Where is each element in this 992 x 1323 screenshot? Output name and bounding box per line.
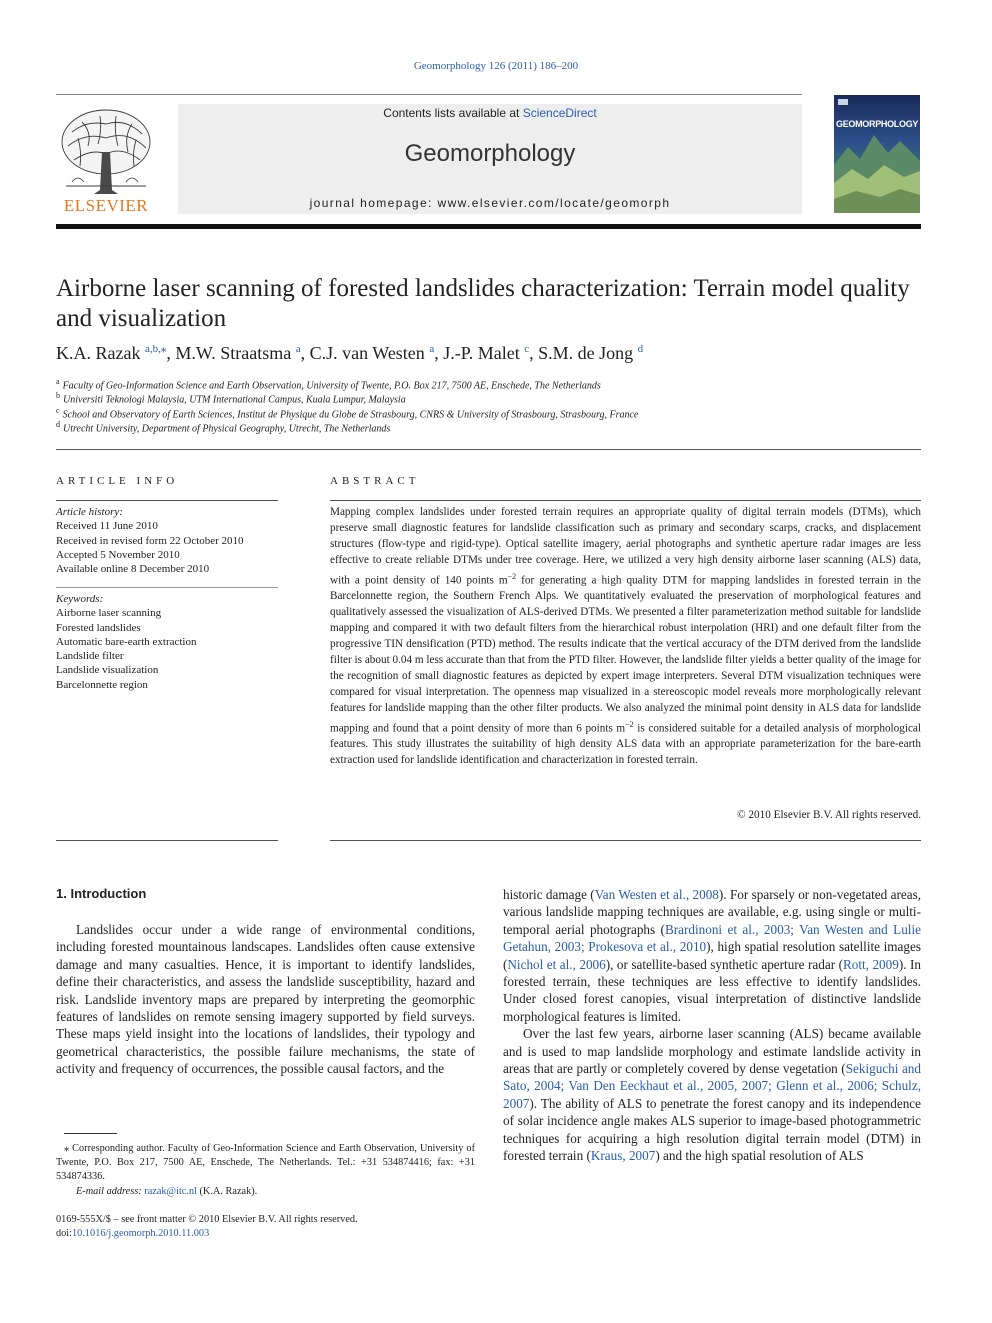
contents-line <box>178 106 802 120</box>
keywords-rule <box>56 587 278 588</box>
body-text-run: ). For sparsely or non-vegetated areas, various landslide mapping techniques are available, e.g. using single or multi-temporal aerial photographs ( <box>503 887 921 937</box>
article-info-rule <box>56 500 278 501</box>
journal-citation[interactable]: Geomorphology 126 (2011) 186–200 <box>413 60 579 72</box>
reference-link[interactable]: Rott, 2009 <box>842 956 899 972</box>
intro-paragraph-als <box>503 1025 921 1164</box>
author-affiliation-marker[interactable]: a,b,⁎ <box>144 343 167 355</box>
cover-title: GEOMORPHOLOGY <box>836 119 919 129</box>
history-revised: Received in revised form 22 October 2010 <box>56 534 244 547</box>
abstract-rule <box>330 500 921 501</box>
author-name[interactable]: M.W. Straatsma <box>175 343 292 363</box>
author-email-link[interactable]: razak@itc.nl <box>144 1185 197 1197</box>
article-title <box>56 274 926 334</box>
abstract-text: Mapping complex landslides under forested terrain requires an appropriate quality of digital terrain models (DTMs), which preserve small diagnostic features for landslide classification such as primary and secondary scarps, cracks, and displacement structures (flow-type and rigid-type). Optical satellite imagery, aerial photographs and synthetic aperture radar images are less effective to create reliable DTMs under tree coverage. Here, we utilized a very high density airborne laser scanning (ALS) data, with a point density of 140 points $m^{-2}$ for generating a high quality DTM for mapping landslides in forested terrain in the Barcelonnette region, the Southern French Alps. We quantitatively evaluated the preservation of morphological features and qualitatively assessed the visualization of ALS-derived DTMs. We presented a filter parameterization method suitable for landslide mapping and compared it with two default filters from the hierarchical robust interpolation (HRI) and one default filter from the progressive TIN densification (PTD) method. The results indicate that the vertical accuracy of the DTM derived from the landslide filter is about 0.04 m less accurate than that from the PTD filter. However, the landslide filter yields a better quality of the image for the recognition of small diagnostic features as depicted by expert image interpreters. Several DTM visualization techniques were compared for visual interpretation. The openness map visualized in a stereoscopic model reveals more morphologically relevant features for landslide mapping than the other filter products. We also analyzed the minimal point density in ALS data for landslide mapping and found that a point density of more than 6 points $m^{-2}$ is considered suitable for a detailed analysis of morphological features. This study illustrates the suitability of high density ALS data with an appropriate parameterization for the bare-earth extraction used for landslide identification and characterization in forested terrain. <box>330 506 922 767</box>
body-text-run: ). The ability of ALS to penetrate the forest canopy and its independence of solar incidence angle makes ALS superior to image-based photogrammetric techniques for acquiring a high resolution digital terrain model (DTM) in forested terrain ( <box>503 1095 921 1164</box>
author-affiliation-marker[interactable]: a <box>429 343 435 355</box>
history-accepted: Accepted 5 November 2010 <box>56 548 180 561</box>
journal-homepage[interactable]: journal homepage: www.elsevier.com/locate/geomorph <box>309 196 671 210</box>
author-name[interactable]: K.A. Razak <box>56 343 141 363</box>
journal-cover-image <box>834 95 920 213</box>
article-info-bottom-rule <box>56 840 278 841</box>
body-text-run: ), high spatial resolution satellite images ( <box>503 939 921 972</box>
reference-link[interactable]: Kraus, 2007 <box>590 1148 656 1164</box>
keyword-item: Barcelonnette region <box>56 678 148 691</box>
section-rule <box>56 449 921 450</box>
keyword-item: Forested landslides <box>56 621 141 634</box>
corresponding-author-footnote: ⁎ Corresponding author. Faculty of Geo-Information Science and Earth Observation, University of Twente, P.O. Box 217, 7500 AE, Enschede, The Netherlands. Tel.: +31 534874416; fax: +31 534874336. E-mail address: razak@itc.nl (K.A. Razak). <box>56 1143 475 1197</box>
doi-link[interactable]: 10.1016/j.geomorph.2010.11.003 <box>72 1228 210 1239</box>
reference-link[interactable]: Brardinoni et al., 2003; Van Westen and Lulie Getahun, 2003; Prokesova et al., 2010 <box>503 921 921 955</box>
footnote-rule <box>64 1133 117 1134</box>
keyword-item: Airborne laser scanning <box>56 607 162 620</box>
issn-line: 0169-555X/$ – see front matter © 2010 Elsevier B.V. All rights reserved. <box>56 1214 358 1225</box>
author-list: K.A. Razak $^{a,b,⁎}$, M.W. Straatsma $^a$, C.J. van Westen $^a$, J.-P. Malet $^c$, S.M. de Jong $^d$ <box>56 343 644 363</box>
body-text-run: Over the last few years, airborne laser scanning (ALS) became available and is used to map landslide morphology and estimate landslide activity in areas that are partly or completely covered by dense vegetation ( <box>503 1026 921 1077</box>
keyword-item: Landslide visualization <box>56 664 159 677</box>
reference-link[interactable]: Van Westen et al., 2008 <box>594 887 719 902</box>
doi-line: doi:10.1016/j.geomorph.2010.11.003 <box>56 1228 210 1239</box>
body-text-run: ), or satellite-based synthetic aperture radar ( <box>605 956 843 972</box>
keywords-label: Keywords: <box>56 593 104 605</box>
body-text-run: ). In forested terrain, these techniques are less effective to identify landslides. Under closed forest canopies, visual interpretation of distinctive landslide morphological features is limited. <box>503 956 921 1024</box>
header-rule <box>56 94 802 95</box>
keyword-item: Landslide filter <box>56 650 124 663</box>
affiliation-a: $^a$ Faculty of Geo-Information Science and Earth Observation, University of Twente, P.O. Box 217, 7500 AE, Enschede, The Netherlands <box>56 377 601 392</box>
contents-prefix: Contents lists available at <box>383 106 523 120</box>
affiliation-b: $^b$ Universiti Teknologi Malaysia, UTM International Campus, Kuala Lumpur, Malaysia <box>56 391 406 406</box>
article-history-label: Article history: <box>56 506 123 518</box>
history-received: Received 11 June 2010 <box>56 520 158 533</box>
reference-link[interactable]: Sekiguchi and Sato, 2004; Van Den Eeckhaut et al., 2005, 2007; Glenn et al., 2006; Schulz, 2007 <box>503 1061 921 1111</box>
body-text-run: historic damage ( <box>503 887 595 902</box>
author-affiliation-marker[interactable]: d <box>637 343 644 355</box>
abstract-heading: ABSTRACT <box>330 475 420 487</box>
article-history <box>56 505 278 576</box>
keyword-item: Automatic bare-earth extraction <box>56 635 197 648</box>
cover-artwork-icon <box>834 95 920 213</box>
affiliation-c: $^c$ School and Observatory of Earth Sciences, Institut de Physique du Globe de Strasbourg, CNRS & University of Strasbourg, Strasbourg, France <box>56 406 639 421</box>
elsevier-tree-icon <box>52 102 160 214</box>
keywords <box>56 592 278 692</box>
author-name[interactable]: S.M. de Jong <box>538 343 634 363</box>
introduction-left-column <box>56 921 475 1078</box>
author-name[interactable]: J.-P. Malet <box>443 343 520 363</box>
abstract-copyright: © 2010 Elsevier B.V. All rights reserved. <box>737 809 921 821</box>
author-affiliation-marker[interactable]: c <box>524 343 530 355</box>
introduction-right-column <box>503 886 921 1165</box>
sciencedirect-link[interactable]: ScienceDirect <box>522 106 597 120</box>
introduction-heading: 1. Introduction <box>56 886 147 901</box>
article-title-line-2: and visualization <box>56 305 227 332</box>
journal-name: Geomorphology <box>404 140 576 167</box>
intro-paragraph: Landslides occur under a wide range of environmental conditions, including forested mountainous landscapes. Landslides often cause extensive damage and many casualties. Hence, it is important to identify landslides, define their characteristics, and assess the landslide susceptibility, hazard and risk. Landslide inventory maps are prepared by interpreting the geomorphic features of landslides on remote sensing imagery supported by field surveys. These maps yield insight into the locations of landslides, their typology and geometrical characteristics, the possible failure mechanisms, the state of activity and frequency of occurrences, the possible causal factors, and the <box>56 922 475 1077</box>
author-name[interactable]: C.J. van Westen <box>309 343 425 363</box>
header-thick-rule <box>56 224 921 229</box>
elsevier-wordmark: ELSEVIER <box>63 196 149 214</box>
abstract-bottom-rule <box>330 840 921 841</box>
reference-link[interactable]: Nichol et al., 2006 <box>507 956 606 972</box>
author-affiliation-marker[interactable]: a <box>295 343 301 355</box>
article-title-line-1: Airborne laser scanning of forested landslides characterization: Terrain model quality <box>56 275 910 302</box>
intro-paragraph-continued <box>503 886 921 1025</box>
affiliation-d: $^d$ Utrecht University, Department of Physical Geography, Utrecht, The Netherlands <box>56 420 391 435</box>
history-online: Available online 8 December 2010 <box>56 563 210 576</box>
body-text-run: ) and the high spatial resolution of ALS <box>655 1148 864 1164</box>
article-info-heading: ARTICLE INFO <box>56 475 179 487</box>
elsevier-logo <box>52 102 160 214</box>
email-label: E-mail address: <box>76 1185 142 1197</box>
